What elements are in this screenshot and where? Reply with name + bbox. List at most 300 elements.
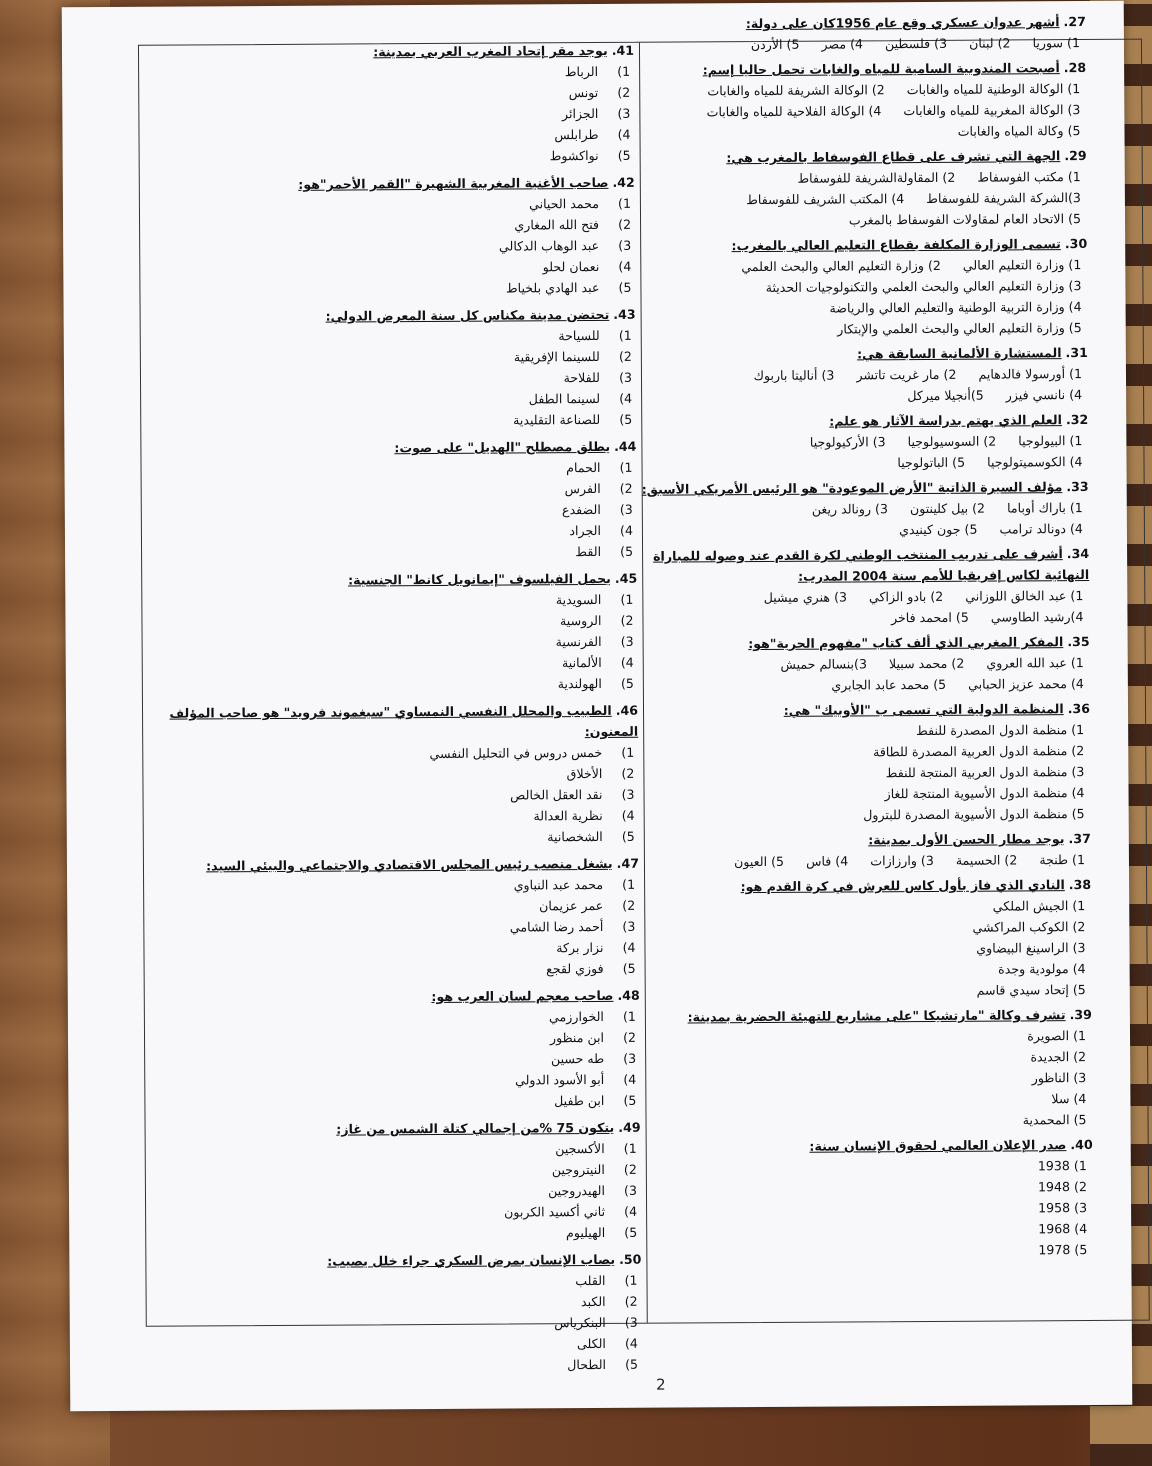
option-text: القط (575, 543, 602, 560)
answer-option (149, 145, 635, 169)
question-text: يشغل منصب رئيس المجلس الاقتصادي والاجتماعي والبيئي السيد: (206, 855, 613, 874)
answer-option: 5) وكالة المياه والغابات (957, 123, 1081, 139)
option-text: الأكسجين (555, 1140, 605, 1157)
option-text: طه حسين (550, 1050, 605, 1067)
option-text: الحمام (566, 459, 601, 476)
answer-option: 3) الوكالة المغربية للمياه والغابات (903, 102, 1081, 119)
answer-option (155, 1180, 641, 1204)
option-text: لسينما الطفل (528, 390, 601, 407)
option-number: 5) (622, 960, 636, 976)
answer-option: 2) لبنان (969, 35, 1011, 51)
answer-option: 1) مكتب الفوسفاط (977, 169, 1081, 185)
option-number: 2) (620, 612, 634, 628)
option-text: الخوارزمي (548, 1008, 604, 1025)
option-text: الهولندية (557, 675, 602, 692)
option-number: 3) (619, 501, 633, 517)
option-text: فوزي لقجع (546, 960, 604, 977)
answer-option (150, 388, 636, 412)
answer-options-row (622, 296, 1088, 320)
answer-option: 2) مار غريت تاتشر (856, 366, 957, 383)
question-text: المفكر المغربي الذي ألف كتاب "مفهوم الحرية"هو: (748, 634, 1064, 652)
option-text: طرابلس (554, 126, 599, 143)
answer-options-row (624, 673, 1090, 697)
answer-option: 4) منظمة الدول الأسيوية المنتجة للغاز (884, 785, 1085, 802)
answer-option: 4) وزارة التربية الوطنية والتعليم العالي والرياضة (829, 299, 1082, 316)
option-number: 1) (621, 744, 635, 760)
answer-option (150, 409, 636, 433)
question-block (626, 1004, 1093, 1133)
question-text: العلم الذي يهتم بدراسة الآثار هو علم: (829, 412, 1062, 429)
question-block (622, 409, 1088, 475)
option-number: 3) (623, 1050, 637, 1066)
option-number: 5) (620, 675, 634, 691)
option-number: 2) (623, 1029, 637, 1045)
answer-options-row (623, 585, 1089, 609)
question-heading (622, 342, 1088, 366)
answer-option: 4) فاس (806, 853, 849, 869)
answer-option: 1) الوكالة الوطنية للمياه والغابات (906, 81, 1081, 98)
answer-option (154, 1027, 640, 1051)
question-number: 38. (1068, 876, 1092, 893)
answer-option (154, 958, 640, 982)
answer-option (152, 631, 638, 655)
question-heading (623, 543, 1089, 588)
option-number: 1) (618, 327, 632, 343)
answer-option: 3) وارزازات (870, 852, 934, 869)
option-number: 2) (622, 897, 636, 913)
answer-option (151, 499, 637, 523)
answer-option (149, 256, 635, 280)
option-number: 5) (624, 1224, 638, 1240)
question-block (155, 1249, 642, 1378)
option-number: 4) (623, 1071, 637, 1087)
question-number: 46. (615, 702, 639, 718)
answer-option (153, 937, 639, 961)
option-number: 1) (624, 1272, 638, 1288)
question-block (622, 342, 1088, 408)
answer-option (153, 826, 639, 850)
option-text: الطحال (567, 1356, 607, 1373)
answer-option: 2) الحسيمة (955, 852, 1018, 868)
option-number: 2) (617, 84, 631, 100)
question-heading (623, 476, 1089, 500)
answer-option: 5) 1978 (1038, 1242, 1088, 1258)
answer-option: 4)رشيد الطاوسي (990, 609, 1084, 625)
question-heading (152, 700, 638, 745)
question-heading (625, 874, 1091, 898)
question-block (152, 700, 639, 850)
answer-options-row (624, 782, 1090, 806)
option-text: عبد الهادي بلخياط (505, 279, 600, 296)
answer-options-row (622, 451, 1088, 475)
question-block (155, 1117, 642, 1246)
option-number: 2) (619, 480, 633, 496)
question-block (623, 476, 1089, 542)
question-text: يحمل الفيلسوف "إيمانويل كانط" الجنسية: (347, 570, 611, 588)
option-text: نزار بركة (556, 939, 604, 956)
question-text: أشهر عدوان عسكري وقع عام 1956كان على دولة: (745, 14, 1060, 32)
answer-option: 2) الكوكب المراكشي (972, 919, 1086, 935)
answer-option: 5) الأردن (750, 36, 800, 53)
answer-options-row (623, 497, 1089, 521)
answer-option (151, 541, 637, 565)
answer-options-row (621, 275, 1087, 299)
question-number: 50. (619, 1251, 642, 1267)
option-number: 1) (619, 459, 633, 475)
answer-options-row (625, 849, 1091, 873)
option-text: للسياحة (558, 327, 600, 344)
answer-option: 1) الصويرة (1027, 1028, 1087, 1044)
option-number: 2) (621, 765, 635, 781)
answer-options-row (622, 384, 1088, 408)
question-heading (626, 1004, 1092, 1028)
question-number: 44. (614, 438, 637, 454)
answer-option (154, 1090, 640, 1114)
question-number: 27. (1063, 14, 1086, 30)
option-number: 3) (618, 237, 632, 253)
question-text: يوجد مطار الحسن الأول بمدينة: (868, 831, 1065, 848)
question-block (627, 1134, 1094, 1263)
option-number: 4) (618, 258, 632, 274)
question-block (154, 985, 641, 1114)
answer-option: 3)بنسالم حميش (780, 656, 867, 672)
question-block (148, 40, 635, 169)
option-text: ثاني أكسيد الكربون (504, 1203, 606, 1220)
question-number: 43. (613, 306, 636, 322)
answer-option: 2) محمد سبيلا (888, 655, 965, 672)
answer-option (155, 1222, 641, 1246)
question-heading (153, 853, 639, 877)
answer-option (152, 784, 638, 808)
answer-options-row (621, 254, 1087, 278)
question-heading (621, 145, 1087, 169)
answer-options-row (624, 652, 1090, 676)
answer-option (149, 235, 635, 259)
answer-option: 1) وزارة التعليم العالي (962, 257, 1082, 273)
question-text: تسمى الوزارة المكلفة بقطاع التعليم العالي بالمغرب: (731, 236, 1061, 254)
option-text: الجراد (569, 522, 601, 539)
option-number: 5) (621, 828, 635, 844)
question-block (621, 145, 1088, 232)
answer-option: 2) السوسيولوجيا (907, 433, 997, 450)
exam-sheet (62, 1, 1133, 1411)
question-text: يصاب الإنسان بمرض السكري جراء خلل يصيب: (327, 1251, 616, 1269)
question-block (625, 828, 1091, 873)
answer-options-row (625, 803, 1091, 827)
question-number: 41. (611, 42, 635, 58)
question-text: المستشارة الألمانية السابقة هي: (857, 345, 1062, 362)
option-number: 1) (622, 1008, 636, 1024)
question-text: تحتضن مدينة مكناس كل سنة المعرض الدولي: (325, 306, 610, 324)
answer-option (153, 916, 639, 940)
option-text: نواكشوط (549, 147, 599, 164)
option-number: 4) (617, 126, 631, 142)
answer-option: 2) الوكالة الشريفة للمياه والغابات (707, 82, 885, 99)
option-number: 1) (617, 195, 631, 211)
answer-option (152, 742, 638, 766)
option-text: محمد عبد النباوي (513, 876, 604, 893)
option-number: 3) (623, 1182, 638, 1198)
option-number: 4) (624, 1203, 638, 1219)
answer-option: 4) 1968 (1038, 1221, 1088, 1237)
answer-option: 4) محمد عزيز الحبابي (968, 676, 1084, 692)
option-number: 5) (625, 1356, 639, 1372)
option-text: الفرنسية (555, 633, 602, 650)
option-text: نقد العقل الخالص (510, 786, 603, 803)
answer-option: 1) باراك أوباما (1007, 500, 1083, 516)
question-block (623, 543, 1090, 630)
question-text: أصبحت المندوبية السامية للمياه والغابات تحمل حاليا إسم: (702, 60, 1060, 78)
answer-option (155, 1159, 641, 1183)
answer-option: 4) المكتب الشريف للفوسفاط (746, 191, 905, 208)
option-text: فتح الله المغاري (514, 216, 600, 233)
answer-option: 4) نانسي فيزر (1005, 387, 1083, 403)
answer-option: 3) الراسينغ البيضاوي (976, 940, 1086, 956)
option-number: 3) (624, 1314, 638, 1330)
option-text: ابن طفيل (554, 1092, 605, 1109)
question-number: 40. (1070, 1136, 1093, 1153)
option-number: 3) (622, 918, 636, 934)
answer-option: 3) وزارة التعليم العالي والبحث العلمي والتكنولوجيات الحديثة (765, 278, 1082, 295)
answer-options-row (620, 32, 1086, 56)
option-number: 2) (623, 1161, 637, 1177)
question-heading (154, 985, 640, 1009)
answer-option (149, 214, 635, 238)
question-heading (624, 698, 1090, 722)
answer-option: 3)الشركة الشريفة للفوسفاط (926, 190, 1081, 206)
question-number: 28. (1063, 60, 1087, 76)
answer-option (155, 1138, 641, 1162)
answer-option (148, 103, 634, 127)
question-number: 49. (618, 1119, 641, 1135)
question-number: 33. (1066, 478, 1089, 495)
question-text: المنظمة الدولية التي تسمى ب "الأوبيك" هي: (783, 701, 1064, 718)
question-text: يتكون 75 %من إجمالي كتلة الشمس من غاز: (336, 1119, 615, 1137)
answer-option: 3) هنري ميشيل (763, 589, 848, 605)
question-number: 31. (1065, 344, 1088, 361)
question-text: النادي الذي فاز بأول كاس للعرش في كرة القدم هو: (740, 877, 1065, 895)
option-number: 5) (623, 1092, 637, 1108)
question-number: 32. (1065, 411, 1089, 428)
answer-options-row (621, 166, 1087, 190)
answer-option (156, 1354, 642, 1378)
answer-option: 1) أورسولا فالدهايم (978, 366, 1083, 382)
question-number: 29. (1064, 147, 1087, 164)
option-text: نظرية العدالة (533, 807, 603, 824)
option-number: 5) (620, 543, 634, 559)
question-heading (149, 172, 635, 196)
option-number: 1) (622, 876, 636, 892)
question-heading (621, 233, 1087, 257)
option-text: تونس (568, 84, 599, 101)
answer-option: 3) أناليتا باربوك (753, 367, 835, 384)
question-number: 36. (1067, 700, 1091, 717)
question-heading (624, 631, 1090, 655)
question-block (150, 436, 637, 565)
option-number: 1) (620, 591, 634, 607)
answer-option (148, 61, 634, 85)
answer-option (151, 478, 637, 502)
answer-option: 5) امحمد فاخر (890, 609, 969, 626)
answer-options-row (623, 606, 1089, 630)
answer-option (156, 1312, 642, 1336)
answer-option (148, 124, 634, 148)
question-text: يوجد مقر إتحاد المغرب العربي بمدينة: (373, 42, 608, 60)
option-number: 3) (620, 633, 634, 649)
option-number: 2) (618, 216, 632, 232)
option-text: الكلى (576, 1335, 606, 1352)
question-text: يطلق مصطلح "الهديل" على صوت: (394, 438, 611, 456)
option-number: 4) (622, 939, 636, 955)
question-number: 34. (1066, 545, 1090, 562)
option-number: 4) (624, 1335, 638, 1351)
question-heading (150, 304, 636, 328)
option-text: الألمانية (561, 654, 602, 671)
left-question-column (148, 40, 642, 1378)
answer-option (150, 457, 636, 481)
answer-option: 3) رونالد ريغن (811, 501, 888, 517)
answer-options-row (620, 120, 1086, 144)
answer-option: 4) الكوسميتولوجيا (987, 454, 1083, 470)
question-text: صاحب الأغنية المغربية الشهيرة "القمر الأحمر"هو: (298, 174, 609, 192)
answer-option: 1) منظمة الدول المصدرة للنفط (916, 722, 1085, 739)
answer-option (151, 520, 637, 544)
answer-option: 2) الجديدة (1030, 1049, 1087, 1065)
answer-options-row (624, 761, 1090, 785)
option-text: الهيدروجين (548, 1182, 606, 1199)
answer-option: 5)أنجيلا ميركل (907, 387, 984, 404)
question-heading (151, 568, 637, 592)
answer-option (156, 1333, 642, 1357)
option-number: 3) (621, 786, 635, 802)
question-block (624, 631, 1090, 697)
question-block (621, 233, 1088, 341)
option-text: الرباط (564, 63, 599, 80)
option-text: عمر عزيمان (539, 897, 604, 914)
answer-options-row (622, 430, 1088, 454)
question-block (150, 304, 637, 433)
option-text: الهيليوم (565, 1224, 606, 1241)
answer-option (149, 277, 635, 301)
answer-option: 3) الناظور (1031, 1070, 1087, 1086)
answer-option: 3) 1958 (1038, 1200, 1088, 1216)
question-heading (148, 40, 634, 64)
answer-option: 5) الاتحاد العام لمقاولات الفوسفاط بالمغرب (848, 211, 1082, 228)
option-number: 3) (619, 369, 633, 385)
question-block (620, 11, 1086, 56)
option-text: الضفدع (561, 501, 601, 518)
option-text: للفلاحة (563, 369, 601, 386)
option-text: للسينما الإفريقية (513, 348, 600, 365)
answer-option: 5) إتحاد سيدي قاسم (976, 982, 1086, 998)
option-text: أبو الأسود الدولي (515, 1071, 605, 1088)
answer-options-row (621, 187, 1087, 211)
option-number: 5) (617, 147, 631, 163)
option-number: 4) (619, 390, 633, 406)
question-heading (620, 11, 1086, 35)
question-text: الجهة التي تشرف على قطاع الفوسفاط بالمغرب هي: (726, 148, 1061, 166)
option-text: خمس دروس في التحليل النفسي (429, 744, 603, 762)
answer-option (152, 673, 638, 697)
question-block (151, 568, 638, 697)
option-text: للصناعة التقليدية (513, 411, 601, 428)
answer-option: 4) الوكالة الفلاحية للمياه والغابات (706, 103, 882, 120)
option-text: القلب (575, 1272, 606, 1289)
option-text: ابن منظور (549, 1029, 605, 1046)
option-number: 5) (619, 411, 633, 427)
option-text: أحمد رضا الشامي (509, 918, 604, 935)
answer-option: 5) الباتولوجيا (897, 454, 966, 471)
answer-option (149, 193, 635, 217)
option-number: 4) (621, 807, 635, 823)
question-heading (150, 436, 636, 460)
option-text: عبد الوهاب الدكالي (498, 237, 600, 254)
answer-option (151, 610, 637, 634)
answer-option: 2) بيل كلينتون (909, 500, 986, 517)
question-number: 47. (616, 855, 640, 871)
answer-option: 5) جون كينيدي (899, 521, 978, 538)
option-text: النيتروجين (551, 1161, 605, 1178)
answer-option: 1) 1938 (1037, 1158, 1087, 1174)
option-text: البنكرياس (554, 1314, 606, 1331)
option-text: الروسية (559, 612, 602, 629)
question-block (624, 698, 1091, 827)
option-text: الفرس (564, 480, 601, 497)
question-heading (620, 57, 1086, 81)
answer-option: 2) بادو الزاكي (868, 588, 944, 605)
answer-option: 3) فلسطين (884, 35, 948, 52)
answer-options-row (624, 719, 1090, 743)
answer-option: 4) دونالد ترامب (999, 521, 1083, 537)
answer-option (154, 1069, 640, 1093)
answer-option: 3) منظمة الدول العربية المنتجة للنفط (885, 764, 1085, 781)
answer-option: 4) سلا (1051, 1091, 1087, 1107)
option-number: 3) (617, 105, 631, 121)
question-text: الطبيب والمحلل النفسي النمساوي "سيغموند فرويد" هو صاحب المؤلف المعنون: (169, 702, 639, 740)
answer-option (150, 325, 636, 349)
option-number: 5) (618, 279, 632, 295)
answer-option (152, 763, 638, 787)
answer-option (156, 1291, 642, 1315)
answer-option: 5) وزارة التعليم العالي والبحث العلمي والإبتكار (837, 320, 1082, 337)
question-heading (155, 1249, 641, 1273)
question-block (153, 853, 640, 982)
answer-option: 4) مولودية وجدة (998, 961, 1086, 977)
option-text: محمد الحياني (529, 195, 599, 212)
question-number: 39. (1069, 1006, 1092, 1023)
option-number: 1) (617, 63, 631, 79)
question-heading (622, 409, 1088, 433)
question-text: مؤلف السيرة الذاتية "الأرض الموعودة" هو الرئيس الأمريكي الأسبق: (641, 479, 1063, 497)
question-text: صدر الإعلان العالمي لحقوق الإنسان سنة: (809, 1137, 1067, 1154)
question-block (149, 172, 636, 301)
answer-option (153, 874, 639, 898)
answer-option: 5) العيون (734, 853, 785, 870)
option-number: 2) (618, 348, 632, 364)
right-question-column (620, 11, 1094, 1263)
answer-option (150, 346, 636, 370)
answer-options-row (623, 518, 1089, 542)
option-number: 4) (619, 522, 633, 538)
question-number: 48. (617, 987, 640, 1003)
answer-option: 1) سوريا (1032, 35, 1081, 51)
option-text: نعمان لحلو (542, 258, 600, 275)
answer-options-row (622, 317, 1088, 341)
page-number: 2 (656, 1375, 666, 1394)
answer-option: 3) الأركيولوجيا (809, 434, 886, 450)
question-number: 35. (1067, 633, 1090, 650)
answer-option (150, 367, 636, 391)
